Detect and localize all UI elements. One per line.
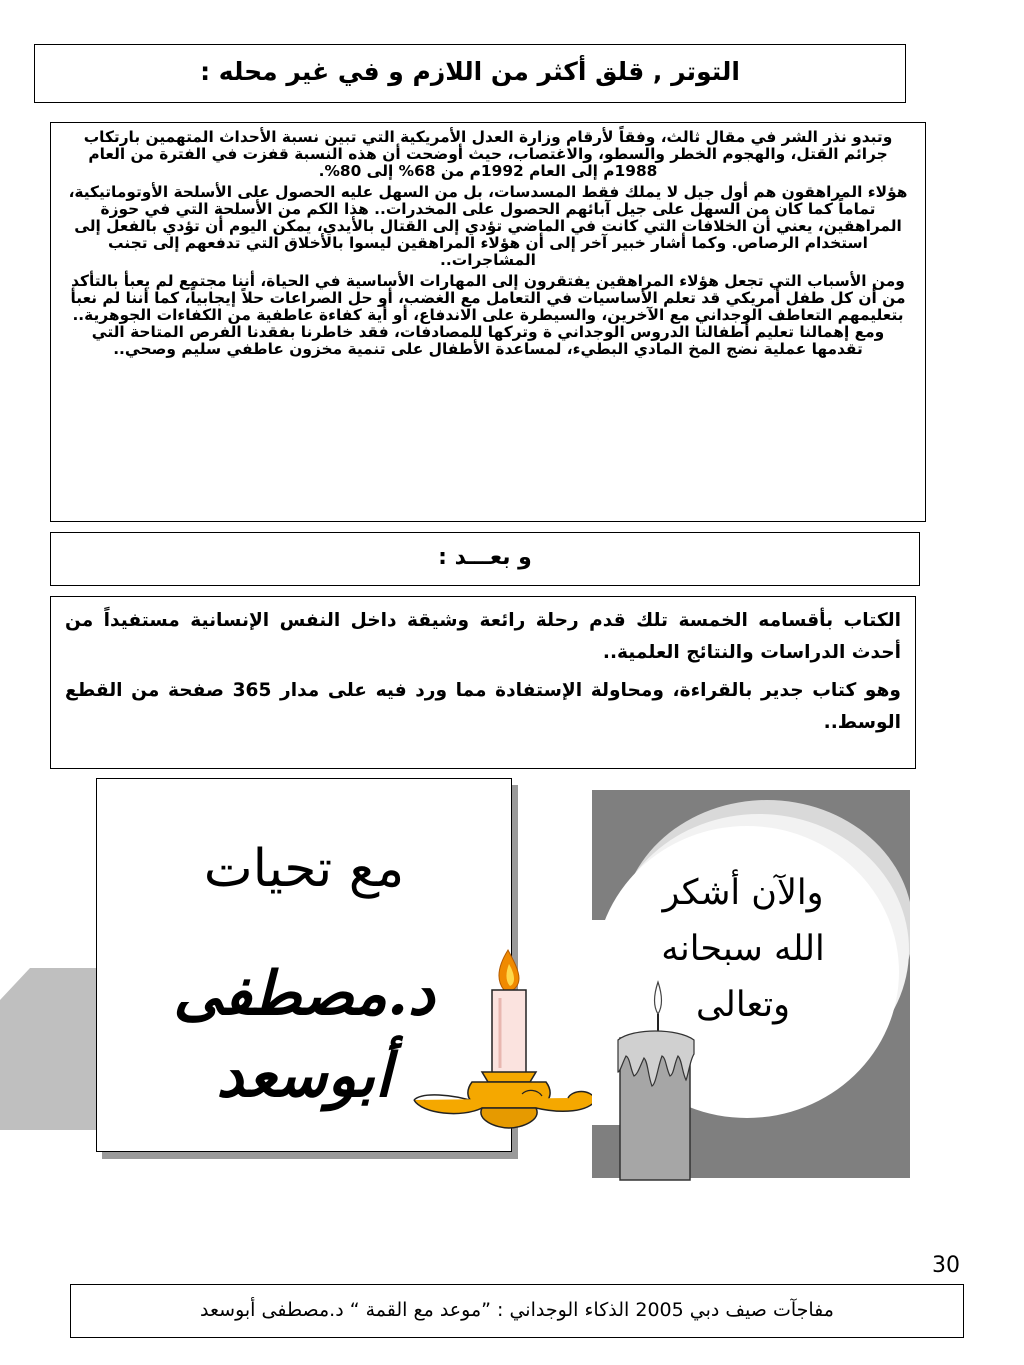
author-name-line-2: أبوسعد [216, 1041, 392, 1111]
page-number: 30 [932, 1253, 960, 1278]
book-summary-box [50, 596, 916, 769]
book-paragraph-1: الكتاب بأقسامه الخمسة تلك قدم رحلة رائعة وشيقة داخل النفس الإنسانية مستفيداً من أحدث الدراسات والنتائج العلمية.. [65, 610, 901, 663]
thanks-line-2: الله سبحانه [661, 929, 825, 969]
article-body-box [50, 122, 926, 522]
section-heading-box [50, 532, 920, 586]
book-paragraph-2: وهو كتاب جدير بالقراءة، ومحاولة الإستفادة مما ورد فيه على مدار 365 صفحة من القطع الوسط.. [65, 680, 901, 733]
article-paragraph-1: وتبدو نذر الشر في مقال ثالث، وفقاً لأرقام وزارة العدل الأمريكية التي تبين نسبة الأحداث المتهمين بارتكاب جرائم القتل، والهجوم الخطر والسطو، والاغتصاب، حيث أوضحت أن هذه النسبة قفزت في الفترة من العام 1988م إلى العام 1992م من 68% إلى 80%. [83, 128, 893, 180]
thanks-line-3: وتعالى [695, 985, 791, 1025]
footer-box [70, 1284, 964, 1338]
golden-candle-icon [412, 942, 612, 1142]
article-paragraph-2: هؤلاء المراهقون هم أول جيل لا يملك فقط المسدسات، بل من السهل عليه الحصول على الأسلحة الأوتوماتيكية، تماماً كما كان من السهل على جيل آبائهم الحصول على المخدرات.. هذا الكم من الأسلحة التي في حوزة المراهقين، يعني أن الخلافات التي كانت في الماضي تؤدي إلى القتال بالأيدي، يمكن اليوم أن تؤدي بالفعل إلى استخدام الرصاص. وكما أشار خبير آخر إلى أن هؤلاء المراهقين ليسوا بالأخلاق التي تدفعهم إلى تجنب المشاجرات.. [68, 183, 908, 269]
title-box [34, 44, 906, 103]
footer-text: مفاجآت صيف دبي 2005 الذكاء الوجداني : ”موعد مع القمة “ د.مصطفى أبوسعد [200, 1299, 834, 1321]
article-paragraph-3: ومن الأسباب التي تجعل هؤلاء المراهقين يفتقرون إلى المهارات الأساسية في الحياة، أننا مجتمع لم يعبأ بالتأكد من أن كل طفل أمريكي قد تعلم الأساسيات في التعامل مع الغضب، أو حل الصراعات حلاً إيجابياً، كما أننا لم نعبأ بتعليمهم التعاطف الوجداني مع الآخرين، والسيطرة على الاندفاع، أو أية كفاءة عاطفية من الكفاءات الجوهرية.. ومع إهمالنا تعليم أطفالنا الدروس الوجداني ة وتركها للمصادفات، فقد خاطرنا بفقدنا الفرص المتاحة التي تقدمها عملية نضج المخ المادي البطيء، لمساعدة الأطفال على تنمية مخزون عاطفي سليم وصحي.. [70, 272, 906, 358]
gray-candle-icon [608, 976, 708, 1186]
author-name-line-1: د.مصطفى [173, 959, 435, 1029]
page-title: التوتر , قلق أكثر من اللازم و في غير محله : [200, 57, 740, 86]
greeting-text: مع تحيات [203, 839, 405, 899]
thanks-line-1: والآن أشكر [662, 873, 824, 913]
decorative-gray-wedge [0, 960, 110, 1130]
section-heading: و بعـــد : [438, 545, 532, 570]
